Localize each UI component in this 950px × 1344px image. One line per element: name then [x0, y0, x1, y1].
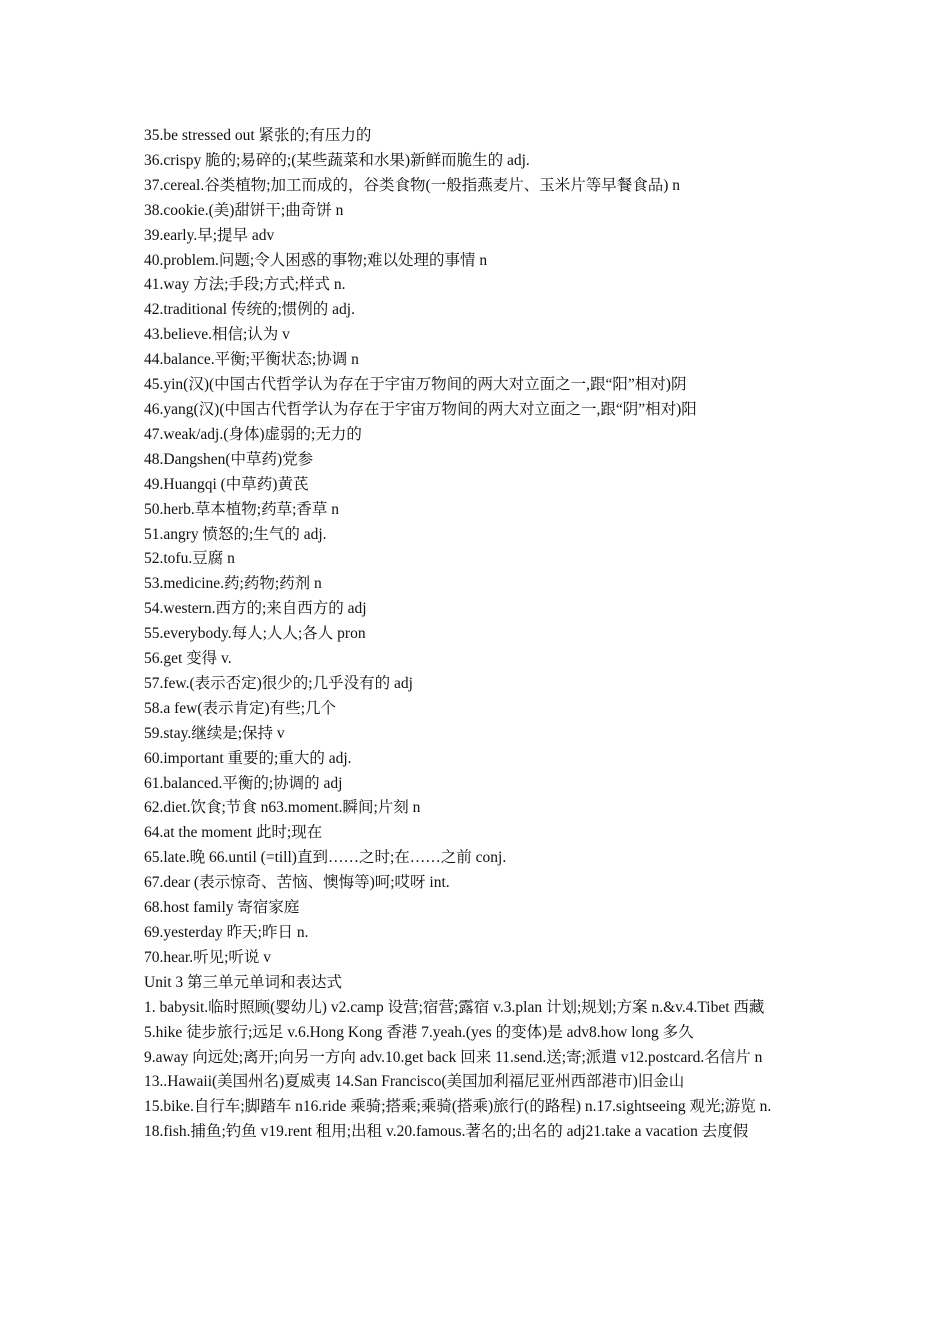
text-line: 39.early.早;提早 adv: [144, 226, 275, 244]
text-line: 40.problem.问题;令人困惑的事物;难以处理的事情 n: [144, 251, 488, 269]
text-line: 57.few.(表示否定)很少的;几乎没有的 adj: [144, 674, 413, 692]
text-line: 50.herb.草本植物;药草;香草 n: [144, 500, 340, 518]
text-line: 62.diet.饮食;节食 n63.moment.瞬间;片刻 n: [144, 799, 421, 817]
text-line: 1. babysit.临时照顾(婴幼儿) v2.camp 设营;宿营;露宿 v.3.plan 计划;规划;方案 n.&v.4.Tibet 西藏: [144, 998, 765, 1016]
text-line: 58.a few(表示肯定)有些;几个: [144, 699, 336, 717]
document-body: [144, 124, 810, 1145]
text-line: 54.western.西方的;来自西方的 adj: [144, 600, 367, 618]
text-line: 49.Huangqi (中草药)黄芪: [144, 475, 309, 493]
text-line: 9.away 向远处;离开;向另一方向 adv.10.get back 回来 11.send.送;寄;派遣 v12.postcard.名信片 n: [144, 1048, 763, 1066]
text-line: 13..Hawaii(美国州名)夏威夷 14.San Francisco(美国加利福尼亚州西部港市)旧金山: [144, 1073, 685, 1091]
text-line: 43.believe.相信;认为 v: [144, 326, 290, 344]
text-line: 37.cereal.谷类植物;加工而成的，谷类食物(一般指燕麦片、玉米片等早餐食品) n: [144, 176, 680, 194]
text-line: 5.hike 徒步旅行;远足 v.6.Hong Kong 香港 7.yeah.(yes 的变体)是 adv8.how long 多久: [144, 1023, 694, 1041]
text-line: 68.host family 寄宿家庭: [144, 899, 300, 917]
text-line: 15.bike.自行车;脚踏车 n16.ride 乘骑;搭乘;乘骑(搭乘)旅行(的路程) n.17.sightseeing 观光;游览 n.: [144, 1098, 772, 1116]
text-line: 41.way 方法;手段;方式;样式 n.: [144, 276, 346, 294]
text-line: 18.fish.捕鱼;钓鱼 v19.rent 租用;出租 v.20.famous.著名的;出名的 adj21.take a vacation 去度假: [144, 1123, 749, 1141]
text-line: 55.everybody.每人;人人;各人 pron: [144, 625, 366, 643]
text-line: 44.balance.平衡;平衡状态;协调 n: [144, 351, 359, 369]
text-line: 69.yesterday 昨天;昨日 n.: [144, 924, 309, 941]
text-line: 60.important 重要的;重大的 adj.: [144, 749, 352, 767]
text-line: 59.stay.继续是;保持 v: [144, 724, 285, 742]
text-line: 51.angry 愤怒的;生气的 adj.: [144, 525, 327, 543]
text-line: 48.Dangshen(中草药)党参: [144, 450, 314, 468]
text-line: 53.medicine.药;药物;药剂 n: [144, 575, 322, 593]
text-line: 61.balanced.平衡的;协调的 adj: [144, 774, 343, 792]
text-line: 38.cookie.(美)甜饼干;曲奇饼 n: [144, 201, 344, 219]
text-line: 64.at the moment 此时;现在: [144, 824, 323, 842]
text-line: 36.crispy 脆的;易碎的;(某些蔬菜和水果)新鲜而脆生的 adj.: [144, 151, 530, 169]
text-line: 52.tofu.豆腐 n: [144, 550, 235, 568]
text-line: 35.be stressed out 紧张的;有压力的: [144, 127, 372, 144]
text-line: 47.weak/adj.(身体)虚弱的;无力的: [144, 425, 362, 443]
text-line: 65.late.晚 66.until (=till)直到……之时;在……之前 conj.: [144, 849, 507, 867]
text-line: 46.yang(汉)(中国古代哲学认为存在于宇宙万物间的两大对立面之一,跟“阴”相对)阳: [144, 400, 697, 418]
text-line: 45.yin(汉)(中国古代哲学认为存在于宇宙万物间的两大对立面之一,跟“阳”相对)阴: [144, 376, 687, 394]
section-heading: Unit 3 第三单元单词和表达式: [144, 973, 343, 991]
text-line: 42.traditional 传统的;惯例的 adj.: [144, 301, 355, 319]
text-line: 70.hear.听见;听说 v: [144, 948, 271, 966]
text-line: 56.get 变得 v.: [144, 650, 232, 668]
text-line: 67.dear (表示惊奇、苦恼、懊悔等)呵;哎呀 int.: [144, 874, 450, 892]
